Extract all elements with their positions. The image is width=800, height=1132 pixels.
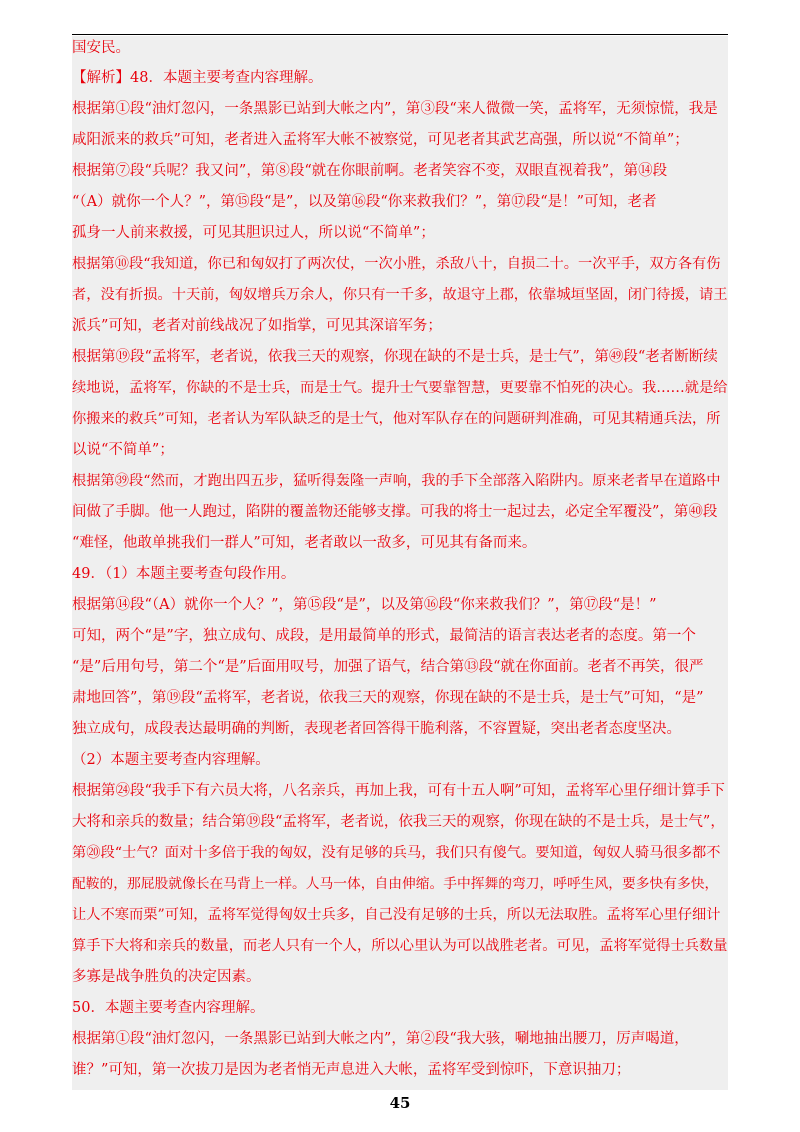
text-line: 派兵”可知，老者对前线战况了如指掌，可见其深谙军务； bbox=[72, 318, 442, 334]
text-line: 根据第①段“油灯忽闪，一条黑影已站到大帐之内”，第③段“来人微微一笑，孟将军，无须惊慌，我是 bbox=[72, 101, 718, 117]
text-line: “是”后用句号，第二个“是”后面用叹号，加强了语气，结合第⑬段“就在你面前。老者不再笑，很严 bbox=[72, 659, 704, 675]
text-line: 【解析】48．本题主要考查内容理解。 bbox=[72, 70, 323, 86]
text-line: （2）本题主要考查内容理解。 bbox=[72, 752, 270, 768]
text-line: 50．本题主要考查内容理解。 bbox=[72, 1000, 265, 1016]
text-line: 者，没有折损。十天前，匈奴增兵万余人，你只有一千多，故退守上郡，依靠城垣坚固，闭门待援，请王 bbox=[72, 287, 728, 303]
text-line: 根据第㊴段“然而，才跑出四五步，猛听得轰隆一声响，我的手下全部落入陷阱内。原来老者早在道路中 bbox=[72, 473, 721, 489]
text-line: 国安民。 bbox=[72, 40, 130, 56]
text-line: 49．（1）本题主要考查句段作用。 bbox=[72, 566, 296, 582]
text-line: 肃地回答”，第⑲段“孟将军，老者说，依我三天的观察，你现在缺的不是士兵，是士气”可知，“是” bbox=[72, 690, 704, 706]
page-number: 45 bbox=[389, 1094, 411, 1112]
text-line: 第⑳段“士气？面对十多倍于我的匈奴，没有足够的兵马，我们只有傻气。要知道，匈奴人骑马很多都不 bbox=[72, 845, 721, 861]
text-line: 根据第⑦段“兵呢？我又问”，第⑧段“就在你眼前啊。老者笑容不变，双眼直视着我”，第⑭段 bbox=[72, 163, 668, 179]
text-line: “（A）就你一个人？”，第⑮段“是”，以及第⑯段“你来救我们？”，第⑰段“是！”可知，老者 bbox=[72, 194, 657, 210]
text-line: 算手下大将和亲兵的数量，而老人只有一个人，所以心里认为可以战胜老者。可见，孟将军觉得士兵数量 bbox=[72, 938, 728, 954]
text-line: 根据第㉔段“我手下有六员大将，八名亲兵，再加上我，可有十五人啊”可知，孟将军心里仔细计算手下 bbox=[72, 783, 725, 799]
text-line: 大将和亲兵的数量；结合第⑲段“孟将军，老者说，依我三天的观察，你现在缺的不是士兵，是士气”， bbox=[72, 814, 725, 830]
text-line: 孤身一人前来救援，可见其胆识过人，所以说“不简单”； bbox=[72, 225, 435, 241]
text-line: 你搬来的救兵”可知，老者认为军队缺乏的是士气，他对军队存在的问题研判准确，可见其精通兵法，所 bbox=[72, 411, 721, 427]
text-line: 配鞍的，那屁股就像长在马背上一样。人马一体，自由伸缩。手中挥舞的弯刀，呼呼生风，要多快有多快， bbox=[72, 876, 719, 892]
text-line: 以说“不简单”； bbox=[72, 442, 174, 458]
text-line: 根据第⑭段“（A）就你一个人？”，第⑮段“是”，以及第⑯段“你来救我们？”，第⑰段“是！” bbox=[72, 597, 657, 613]
text-line: 续地说，孟将军，你缺的不是士兵，而是士气。提升士气要靠智慧，更要靠不怕死的决心。我……就是给 bbox=[72, 380, 728, 396]
text-line: 根据第⑲段“孟将军，老者说，依我三天的观察，你现在缺的不是士兵，是士气”，第㊾段“老者断断续 bbox=[72, 349, 718, 365]
text-line: 让人不寒而栗”可知，孟将军觉得匈奴士兵多，自己没有足够的士兵，所以无法取胜。孟将军心里仔细计 bbox=[72, 907, 721, 923]
text-line: 根据第⑩段“我知道，你已和匈奴打了两次仗，一次小胜，杀敌八十，自损二十。一次平手，双方各有伤 bbox=[72, 256, 721, 272]
text-line: “难怪，他敢单挑我们一群人”可知，老者敢以一敌多，可见其有备而来。 bbox=[72, 535, 537, 551]
text-line: 咸阳派来的救兵”可知，老者进入孟将军大帐不被察觉，可见老者其武艺高强，所以说“不简单”； bbox=[72, 132, 689, 148]
text-line: 多寡是战争胜负的决定因素。 bbox=[72, 969, 261, 985]
text-line: 可知，两个“是”字，独立成句、成段，是用最简单的形式，最简洁的语言表达老者的态度。第一个 bbox=[72, 628, 696, 644]
text-line: 独立成句，成段表达最明确的判断，表现老者回答得干脆利落，不容置疑，突出老者态度坚决。 bbox=[72, 721, 681, 737]
text-line: 谁？”可知，第一次拔刀是因为老者悄无声息进入大帐，孟将军受到惊吓，下意识抽刀； bbox=[72, 1062, 631, 1078]
answer-analysis-text bbox=[72, 36, 728, 1090]
text-line: 根据第①段“油灯忽闪，一条黑影已站到大帐之内”，第②段“我大骇，唰地抽出腰刀，厉声喝道， bbox=[72, 1031, 689, 1047]
header-rule bbox=[72, 34, 728, 35]
text-line: 间做了手脚。他一人跑过，陷阱的覆盖物还能够支撑。可我的将士一起过去，必定全军覆没”，第㊵段 bbox=[72, 504, 718, 520]
